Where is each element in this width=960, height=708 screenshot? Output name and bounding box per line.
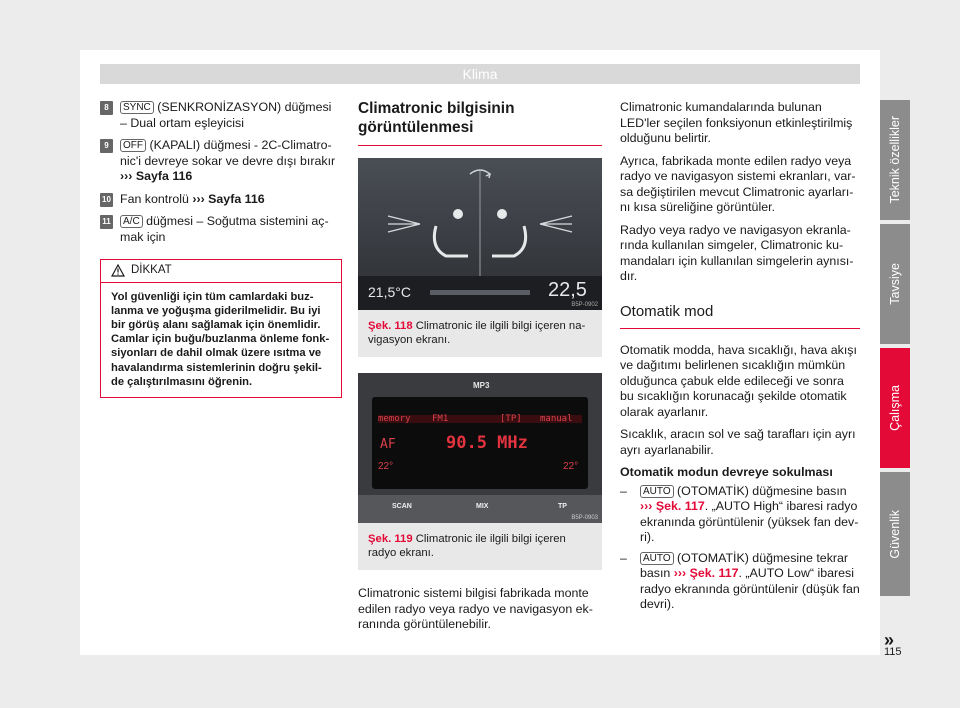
figure-link[interactable]: ››› Şek. 117	[673, 566, 739, 580]
body-paragraph: Ayrıca, fabrikada monte edilen radyo veya radyo ve navigasyon sistemi ekranları, var-sa değiştirilen mevcut Climatronic ayarları-nı kısa süreliğine görüntüler.	[620, 153, 856, 214]
item-text: Fan kontrolü	[120, 191, 193, 206]
manual-label: manual	[540, 414, 573, 424]
section-title: Climatronic bilgisinin görüntülenmesi	[358, 100, 602, 146]
key-label: SYNC	[120, 101, 154, 114]
frequency-display: 90.5 MHz	[446, 433, 528, 453]
key-label: A/C	[120, 215, 143, 228]
tab-guvenlik[interactable]	[880, 472, 910, 596]
page-link[interactable]: ››› Sayfa 116	[192, 191, 265, 206]
af-label: AF	[380, 437, 396, 452]
temperature-left: 22°	[378, 461, 394, 472]
tab-label: Teknik özellikler	[888, 116, 902, 204]
key-label: AUTO	[640, 552, 674, 565]
tab-label: Tavsiye	[888, 263, 902, 305]
warning-text: Yol güvenliği için tüm camlardaki buz-lanma ve yoğuşma giderilmelidir. Bu iyi bir görüş alanı sağlamak için önemlidir. Camlar için buğu/buzlanma önleme fonk-siyonları de dahil olmak üzere ısıtma ve havalandırma sistemlerinin doğru şekil-de çalıştırılmasını öğrenin.	[111, 290, 330, 388]
procedure-heading: Otomatik modun devreye sokulması	[620, 465, 833, 479]
list-item	[100, 192, 340, 208]
body-paragraph: Climatronic sistemi bilgisi fabrikada monte edilen radyo veya radyo ve navigasyon ek-ranında görüntülenebilir.	[358, 586, 593, 631]
left-column	[100, 100, 340, 398]
body-paragraph: Sıcaklık, aracın sol ve sağ tarafları için ayrı ayrı ayarlanabilir.	[620, 427, 856, 457]
item-text: (SENKRONİZASYON) düğmesi – Dual ortam eşleyicisi	[120, 100, 332, 130]
key-label: AUTO	[640, 485, 674, 498]
item-text: düğmesi – Soğutma sistemini aç-mak için	[120, 214, 329, 244]
caption-text: Climatronic ile ilgili bilgi içeren radyo ekranı.	[368, 533, 566, 559]
radio-screen-image	[358, 373, 602, 523]
tab-tavsiye[interactable]	[880, 224, 910, 344]
step-text: . „AUTO High“ ibaresi radyo ekranında görüntülenir (yüksek fan dev-ri).	[640, 499, 859, 544]
tab-teknik-ozellikler[interactable]	[880, 100, 910, 220]
continue-arrow: »	[884, 630, 895, 650]
list-item	[100, 100, 340, 131]
list-item	[100, 138, 340, 185]
step-text: . „AUTO Low“ ibaresi radyo ekranında görüntülenir (düşük fan devri).	[640, 566, 860, 611]
item-number: 10	[100, 193, 113, 207]
figure-caption	[358, 523, 602, 570]
image-code: B5P-0903	[571, 515, 598, 521]
band-label: FM1	[432, 414, 449, 424]
tp-label: [TP]	[500, 414, 522, 424]
temperature-right: 22°	[563, 461, 579, 472]
page-link[interactable]: ››› Sayfa 116	[120, 169, 193, 183]
image-code: B5P-0902	[571, 302, 598, 308]
temperature-right: 22,5	[548, 279, 587, 301]
page-header: Klima	[100, 64, 860, 84]
list-item	[100, 214, 340, 245]
warning-box	[100, 259, 342, 398]
scan-button: SCAN	[392, 503, 412, 510]
middle-column	[358, 100, 602, 633]
memory-label: memory	[378, 414, 411, 424]
figure-caption	[358, 310, 602, 357]
tab-label: Güvenlik	[888, 509, 902, 559]
tp-button: TP	[558, 503, 567, 510]
item-text: (KAPALI) düğmesi - 2C-Climatro-nic'i devreye sokar ve devre dışı bırakır	[120, 138, 336, 168]
tab-label: Çalışma	[888, 385, 902, 431]
key-label: OFF	[120, 139, 146, 152]
mix-button: MIX	[476, 503, 489, 510]
figure-label: Şek. 118	[368, 320, 413, 332]
procedure-step	[620, 484, 860, 546]
warning-triangle-icon	[111, 264, 125, 277]
body-paragraph: Climatronic kumandalarında bulunan LED'ler seçilen fonksiyonun etkinleştirilmiş olduğunu belirtir.	[620, 100, 853, 145]
item-number: 9	[100, 139, 113, 153]
body-paragraph: Otomatik modda, hava sıcaklığı, hava akışı ve dağıtımı belirlenen sıcaklığın mümkün olduğunca çabuk elde edileceği ve sonra bu sıcaklığın korunacağı şekilde otomatik olarak ayarlanır.	[620, 342, 857, 419]
caption-text: Climatronic ile ilgili bilgi içeren na-vigasyon ekranı.	[368, 320, 586, 346]
page-number: 115	[884, 646, 902, 658]
step-text: (OTOMATİK) düğmesine basın	[673, 483, 847, 498]
mode-label: MP3	[473, 381, 490, 390]
right-column	[620, 100, 860, 618]
procedure-step	[620, 551, 860, 613]
item-number: 11	[100, 215, 113, 229]
warning-title: DİKKAT	[131, 264, 172, 276]
navigation-screen-image	[358, 158, 602, 310]
figure-link[interactable]: ››› Şek. 117	[640, 499, 705, 513]
figure-label: Şek. 119	[368, 533, 413, 545]
subsection-title: Otomatik mod	[620, 303, 860, 329]
temperature-left: 21,5°C	[368, 284, 411, 300]
body-paragraph: Radyo veya radyo ve navigasyon ekranla-rında kullanılan simgeler, Climatronic ku-mandaları için kullanılan simgelerin aynısı-dır.	[620, 222, 854, 283]
step-text: (OTOMATİK) düğmesine tekrar basın	[640, 550, 849, 580]
warning-header	[101, 260, 341, 283]
tab-calisma[interactable]	[880, 348, 910, 468]
item-number: 8	[100, 101, 113, 115]
